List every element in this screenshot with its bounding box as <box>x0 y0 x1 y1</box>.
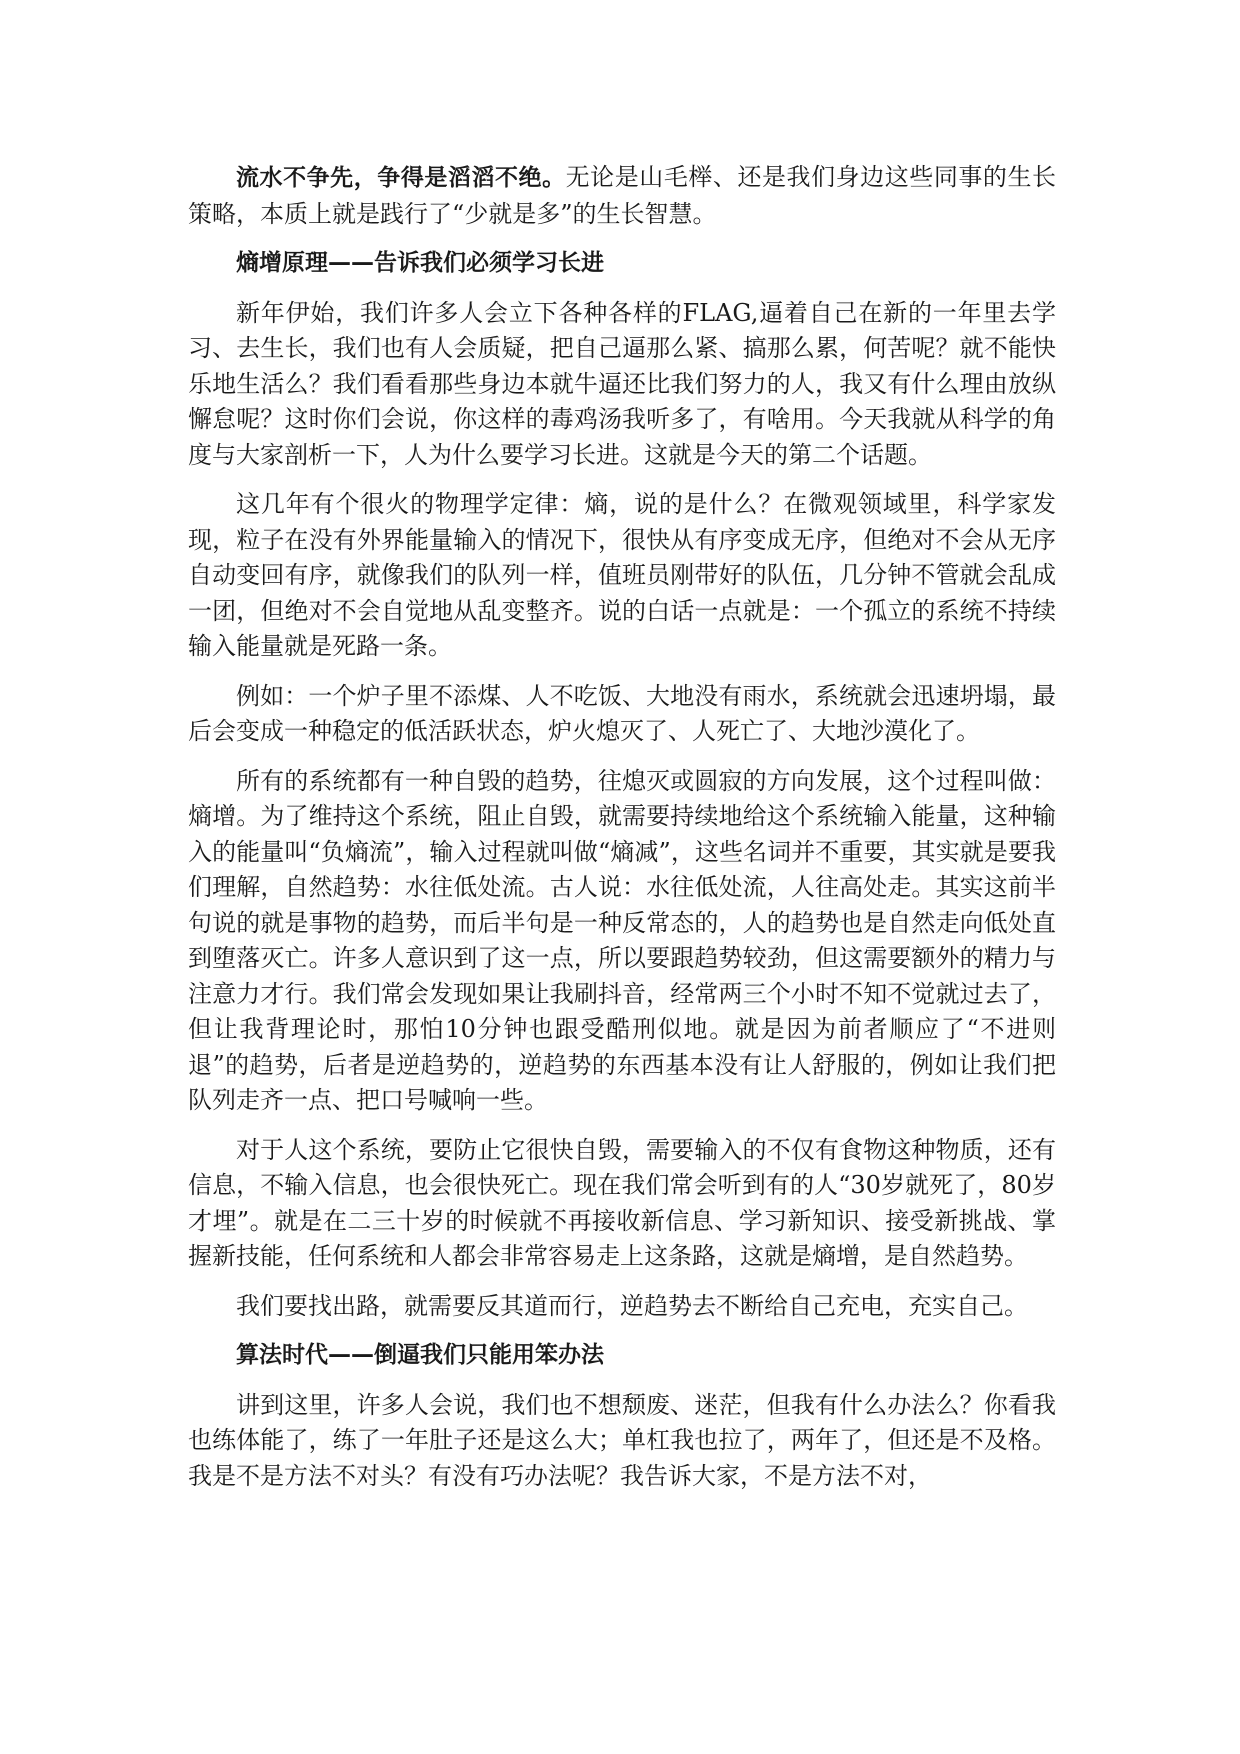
document-body <box>188 160 1056 1508</box>
paragraph: 对于人这个系统，要防止它很快自毁，需要输入的不仅有食物这种物质，还有信息，不输入信息，也会很快死亡。现在我们常会听到有的人“30岁就死了，80岁才埋”。就是在二三十岁的时候就不再接收新信息、学习新知识、接受新挑战、掌握新技能，任何系统和人都会非常容易走上这条路，这就是熵增，是自然趋势。 <box>188 1135 1056 1270</box>
paragraph: 这几年有个很火的物理学定律：熵，说的是什么？在微观领域里，科学家发现，粒子在没有外界能量输入的情况下，很快从有序变成无序，但绝对不会从无序自动变回有序，就像我们的队列一样，值班员刚带好的队伍，几分钟不管就会乱成一团，但绝对不会自觉地从乱变整齐。说的白话一点就是：一个孤立的系统不持续输入能量就是死路一条。 <box>188 490 1056 660</box>
paragraph: 所有的系统都有一种自毁的趋势，往熄灭或圆寂的方向发展，这个过程叫做：熵增。为了维持这个系统，阻止自毁，就需要持续地给这个系统输入能量，这种输入的能量叫“负熵流”，输入过程就叫做“熵减”，这些名词并不重要，其实就是要我们理解，自然趋势：水往低处流。古人说：水往低处流，人往高处走。其实这前半句说的就是事物的趋势，而后半句是一种反常态的，人的趋势也是自然走向低处直到堕落灭亡。许多人意识到了这一点，所以要跟趋势较劲，但这需要额外的精力与注意力才行。我们常会发现如果让我刷抖音，经常两三个小时不知不觉就过去了，但让我背理论时，那怕10分钟也跟受酷刑似地。就是因为前者顺应了“不进则退”的趋势，后者是逆趋势的，逆趋势的东西基本没有让人舒服的，例如让我们把队列走齐一点、把口号喊响一些。 <box>188 766 1056 1114</box>
paragraph: 讲到这里，许多人会说，我们也不想颓废、迷茫，但我有什么办法么？你看我也练体能了，练了一年肚子还是这么大；单杠我也拉了，两年了，但还是不及格。我是不是方法不对头？有没有巧办法呢？我告诉大家，不是方法不对， <box>188 1390 1056 1490</box>
paragraph: 例如：一个炉子里不添煤、人不吃饭、大地没有雨水，系统就会迅速坍塌，最后会变成一种稳定的低活跃状态，炉火熄灭了、人死亡了、大地沙漠化了。 <box>188 681 1056 745</box>
section-heading-entropy: 熵增原理——告诉我们必须学习长进 <box>236 250 604 276</box>
paragraph: 新年伊始，我们许多人会立下各种各样的FLAG,逼着自己在新的一年里去学习、去生长，我们也有人会质疑，把自己逼那么紧、搞那么累，何苦呢？就不能快乐地生活么？我们看看那些身边本就牛逼还比我们努力的人，我又有什么理由放纵懈怠呢？这时你们会说，你这样的毒鸡汤我听多了，有啥用。今天我就从科学的角度与大家剖析一下，人为什么要学习长进。这就是今天的第二个话题。 <box>188 298 1056 469</box>
intro-paragraph <box>188 160 1056 232</box>
paragraph: 我们要找出路，就需要反其道而行，逆趋势去不断给自己充电，充实自己。 <box>236 1291 1028 1320</box>
intro-lead-bold: 流水不争先，争得是滔滔不绝。 <box>236 165 566 191</box>
section-heading-algorithm: 算法时代——倒逼我们只能用笨办法 <box>236 1342 604 1368</box>
intro-rest: 无论是山毛榉、还是我们身边这些同事的生长策略，本质上就是践行了“少就是多”的生长智慧。 <box>188 163 1057 228</box>
